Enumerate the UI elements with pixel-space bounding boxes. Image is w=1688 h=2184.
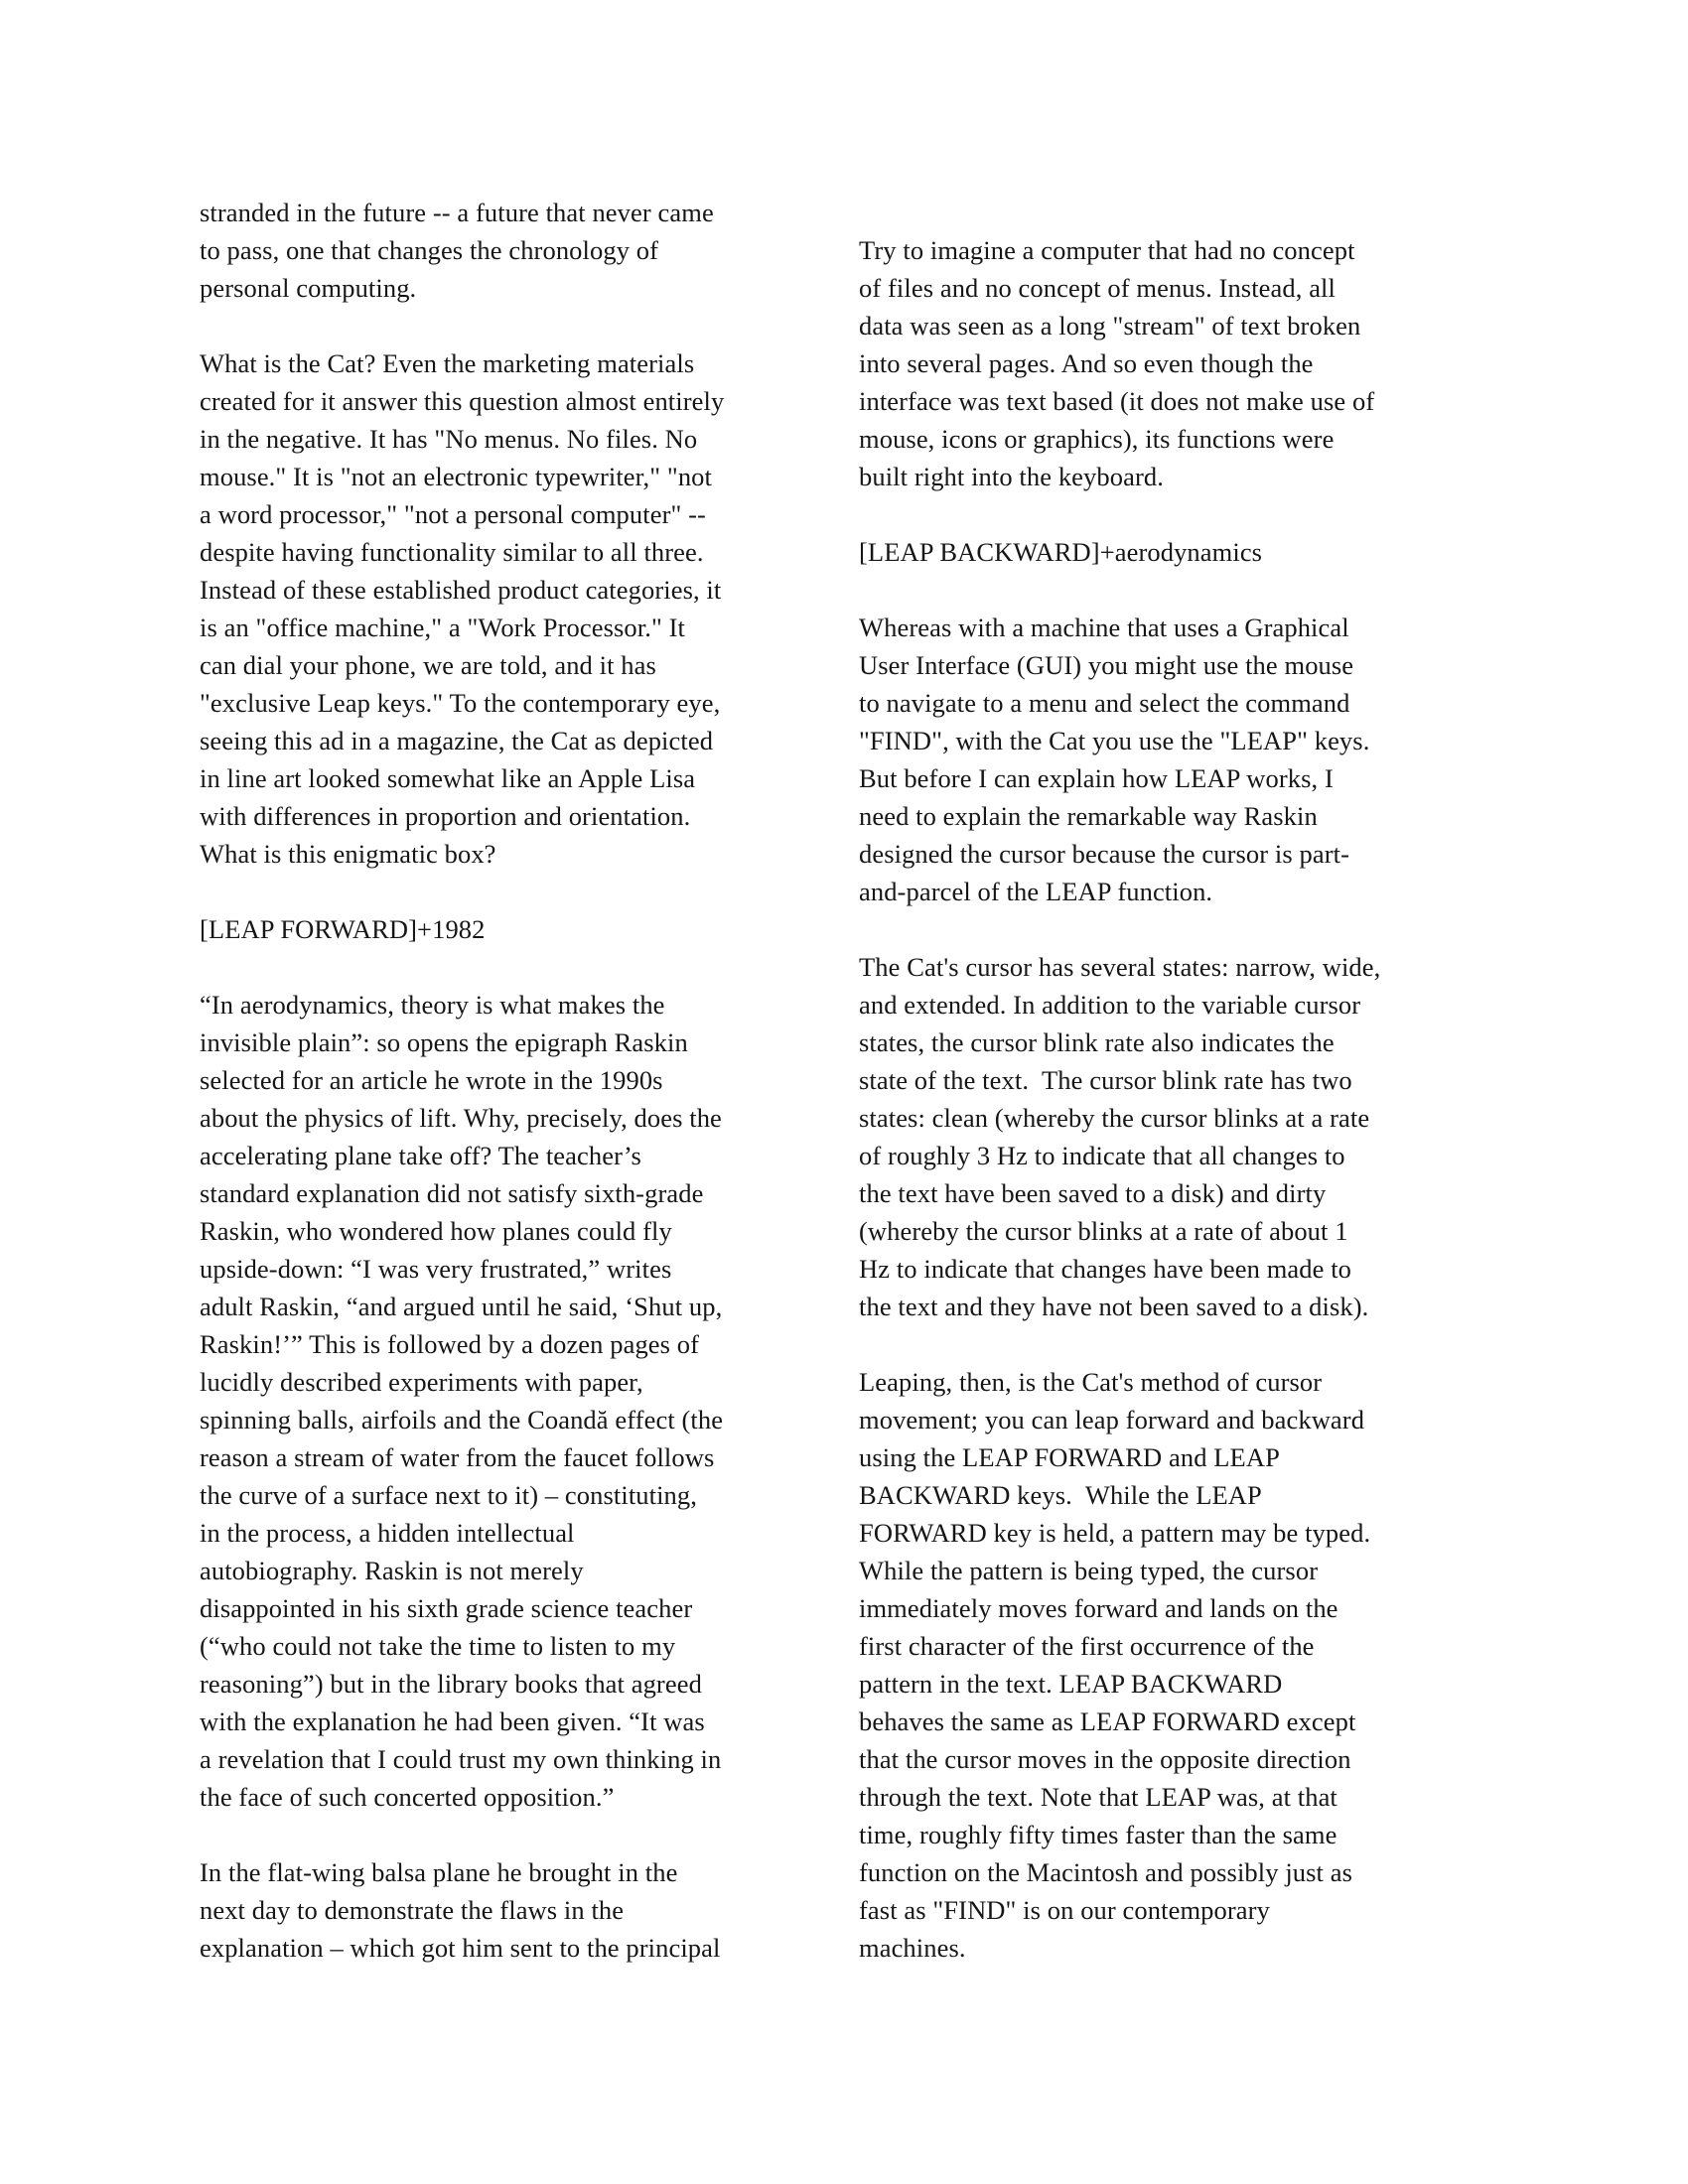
text-line: with the explanation he had been given. “It was <box>200 1706 705 1736</box>
text-line: But before I can explain how LEAP works, I <box>859 763 1334 793</box>
text-line: of files and no concept of menus. Instead, all <box>859 273 1336 303</box>
text-line: reasoning”) but in the library books that agreed <box>200 1669 702 1699</box>
text-line: machines. <box>859 1933 966 1963</box>
text-line: selected for an article he wrote in the 1990s <box>200 1065 663 1095</box>
text-line: mouse, icons or graphics), its functions were <box>859 424 1335 454</box>
text-line: fast as "FIND" is on our contemporary <box>859 1895 1270 1925</box>
text-line: first character of the first occurrence of the <box>859 1631 1315 1661</box>
paragraph <box>859 1363 1509 1967</box>
text-line: using the LEAP FORWARD and LEAP <box>859 1442 1280 1472</box>
text-line: FORWARD key is held, a pattern may be typed. <box>859 1518 1371 1548</box>
text-line: explanation – which got him sent to the principal <box>200 1933 721 1963</box>
text-line: (“who could not take the time to listen to my <box>200 1631 676 1661</box>
section-heading <box>200 910 845 948</box>
paragraph <box>200 344 845 873</box>
text-line: Raskin, who wondered how planes could fly <box>200 1216 672 1246</box>
text-line: "FIND", with the Cat you use the "LEAP" keys. <box>859 726 1370 755</box>
text-line: into several pages. And so even though the <box>859 348 1314 378</box>
text-line: created for it answer this question almost entirely <box>200 386 725 416</box>
text-line: BACKWARD keys. While the LEAP <box>859 1480 1262 1510</box>
text-line: in the process, a hidden intellectual <box>200 1518 575 1548</box>
text-line: despite having functionality similar to all three. <box>200 537 704 567</box>
text-line: the face of such concerted opposition.” <box>200 1782 615 1812</box>
text-line: need to explain the remarkable way Raskin <box>859 801 1318 831</box>
text-line: pattern in the text. LEAP BACKWARD <box>859 1669 1283 1699</box>
text-line: Raskin!’” This is followed by a dozen pages of <box>200 1329 700 1359</box>
text-line: movement; you can leap forward and backward <box>859 1405 1365 1434</box>
text-line: with differences in proportion and orientation. <box>200 801 691 831</box>
paragraph <box>859 609 1509 910</box>
text-line: (whereby the cursor blinks at a rate of about 1 <box>859 1216 1348 1246</box>
text-line: personal computing. <box>200 273 417 303</box>
text-line: Instead of these established product categories, it <box>200 575 722 605</box>
text-line: to pass, one that changes the chronology of <box>200 235 659 265</box>
text-line: upside-down: “I was very frustrated,” writes <box>200 1254 672 1284</box>
paragraph <box>859 948 1509 1325</box>
text-line: the curve of a surface next to it) – constituting, <box>200 1480 697 1510</box>
left-column <box>200 194 845 1967</box>
text-line: data was seen as a long "stream" of text broken <box>859 311 1361 341</box>
text-line: What is this enigmatic box? <box>200 839 496 869</box>
text-line: User Interface (GUI) you might use the mouse <box>859 650 1354 680</box>
text-line: Whereas with a machine that uses a Graphical <box>859 613 1349 642</box>
paragraph <box>859 231 1509 495</box>
text-line: Hz to indicate that changes have been made to <box>859 1254 1352 1284</box>
text-line: stranded in the future -- a future that never came <box>200 198 714 227</box>
text-line: a revelation that I could trust my own thinking in <box>200 1744 722 1774</box>
text-line: can dial your phone, we are told, and it has <box>200 650 656 680</box>
text-line: behaves the same as LEAP FORWARD except <box>859 1706 1356 1736</box>
text-line: a word processor," "not a personal computer" -- <box>200 499 706 529</box>
text-line: standard explanation did not satisfy sixth-grade <box>200 1178 704 1208</box>
text-line: in the negative. It has "No menus. No files. No <box>200 424 698 454</box>
text-line: in line art looked somewhat like an Apple Lisa <box>200 763 696 793</box>
text-line: state of the text. The cursor blink rate has two <box>859 1065 1352 1095</box>
right-column <box>859 231 1509 1967</box>
paragraph <box>200 194 845 307</box>
text-line: states, the cursor blink rate also indicates the <box>859 1027 1335 1057</box>
text-line: While the pattern is being typed, the cursor <box>859 1556 1319 1585</box>
text-line: adult Raskin, “and argued until he said, ‘Shut up, <box>200 1292 723 1321</box>
text-line: autobiography. Raskin is not merely <box>200 1556 584 1585</box>
text-line: [LEAP BACKWARD]+aerodynamics <box>859 537 1263 567</box>
text-line: through the text. Note that LEAP was, at that <box>859 1782 1337 1812</box>
text-line: of roughly 3 Hz to indicate that all changes to <box>859 1141 1345 1170</box>
text-line: accelerating plane take off? The teacher’s <box>200 1141 641 1170</box>
text-line: disappointed in his sixth grade science teacher <box>200 1593 693 1623</box>
text-line: immediately moves forward and lands on the <box>859 1593 1338 1623</box>
text-line: The Cat's cursor has several states: narrow, wide, <box>859 952 1381 982</box>
text-line: lucidly described experiments with paper, <box>200 1367 643 1397</box>
text-line: In the flat-wing balsa plane he brought in the <box>200 1857 678 1887</box>
section-heading <box>859 533 1509 571</box>
text-line: What is the Cat? Even the marketing materials <box>200 348 695 378</box>
text-line: and extended. In addition to the variable cursor <box>859 990 1361 1020</box>
text-line: time, roughly fifty times faster than the same <box>859 1820 1337 1849</box>
paragraph <box>200 1853 845 1967</box>
text-line: the text and they have not been saved to a disk). <box>859 1292 1369 1321</box>
text-line: Leaping, then, is the Cat's method of cursor <box>859 1367 1323 1397</box>
text-line: next day to demonstrate the flaws in the <box>200 1895 625 1925</box>
text-line: “In aerodynamics, theory is what makes the <box>200 990 665 1020</box>
text-line: function on the Macintosh and possibly just as <box>859 1857 1353 1887</box>
text-line: to navigate to a menu and select the command <box>859 688 1350 718</box>
text-line: "exclusive Leap keys." To the contemporary eye, <box>200 688 721 718</box>
text-line: built right into the keyboard. <box>859 462 1164 491</box>
text-line: [LEAP FORWARD]+1982 <box>200 914 486 944</box>
text-line: about the physics of lift. Why, precisely, does the <box>200 1103 722 1133</box>
text-line: designed the cursor because the cursor is part- <box>859 839 1350 869</box>
text-line: Try to imagine a computer that had no concept <box>859 235 1355 265</box>
text-line: mouse." It is "not an electronic typewriter," "not <box>200 462 712 491</box>
text-line: seeing this ad in a magazine, the Cat as depicted <box>200 726 714 755</box>
text-line: that the cursor moves in the opposite direction <box>859 1744 1351 1774</box>
text-line: reason a stream of water from the faucet follows <box>200 1442 715 1472</box>
text-line: interface was text based (it does not make use of <box>859 386 1375 416</box>
text-line: states: clean (whereby the cursor blinks at a rate <box>859 1103 1370 1133</box>
text-line: and-parcel of the LEAP function. <box>859 877 1213 906</box>
text-line: the text have been saved to a disk) and dirty <box>859 1178 1327 1208</box>
text-line: spinning balls, airfoils and the Coandă effect (the <box>200 1405 724 1434</box>
text-line: invisible plain”: so opens the epigraph Raskin <box>200 1027 688 1057</box>
text-line: is an "office machine," a "Work Processor." It <box>200 613 685 642</box>
paragraph <box>200 986 845 1816</box>
